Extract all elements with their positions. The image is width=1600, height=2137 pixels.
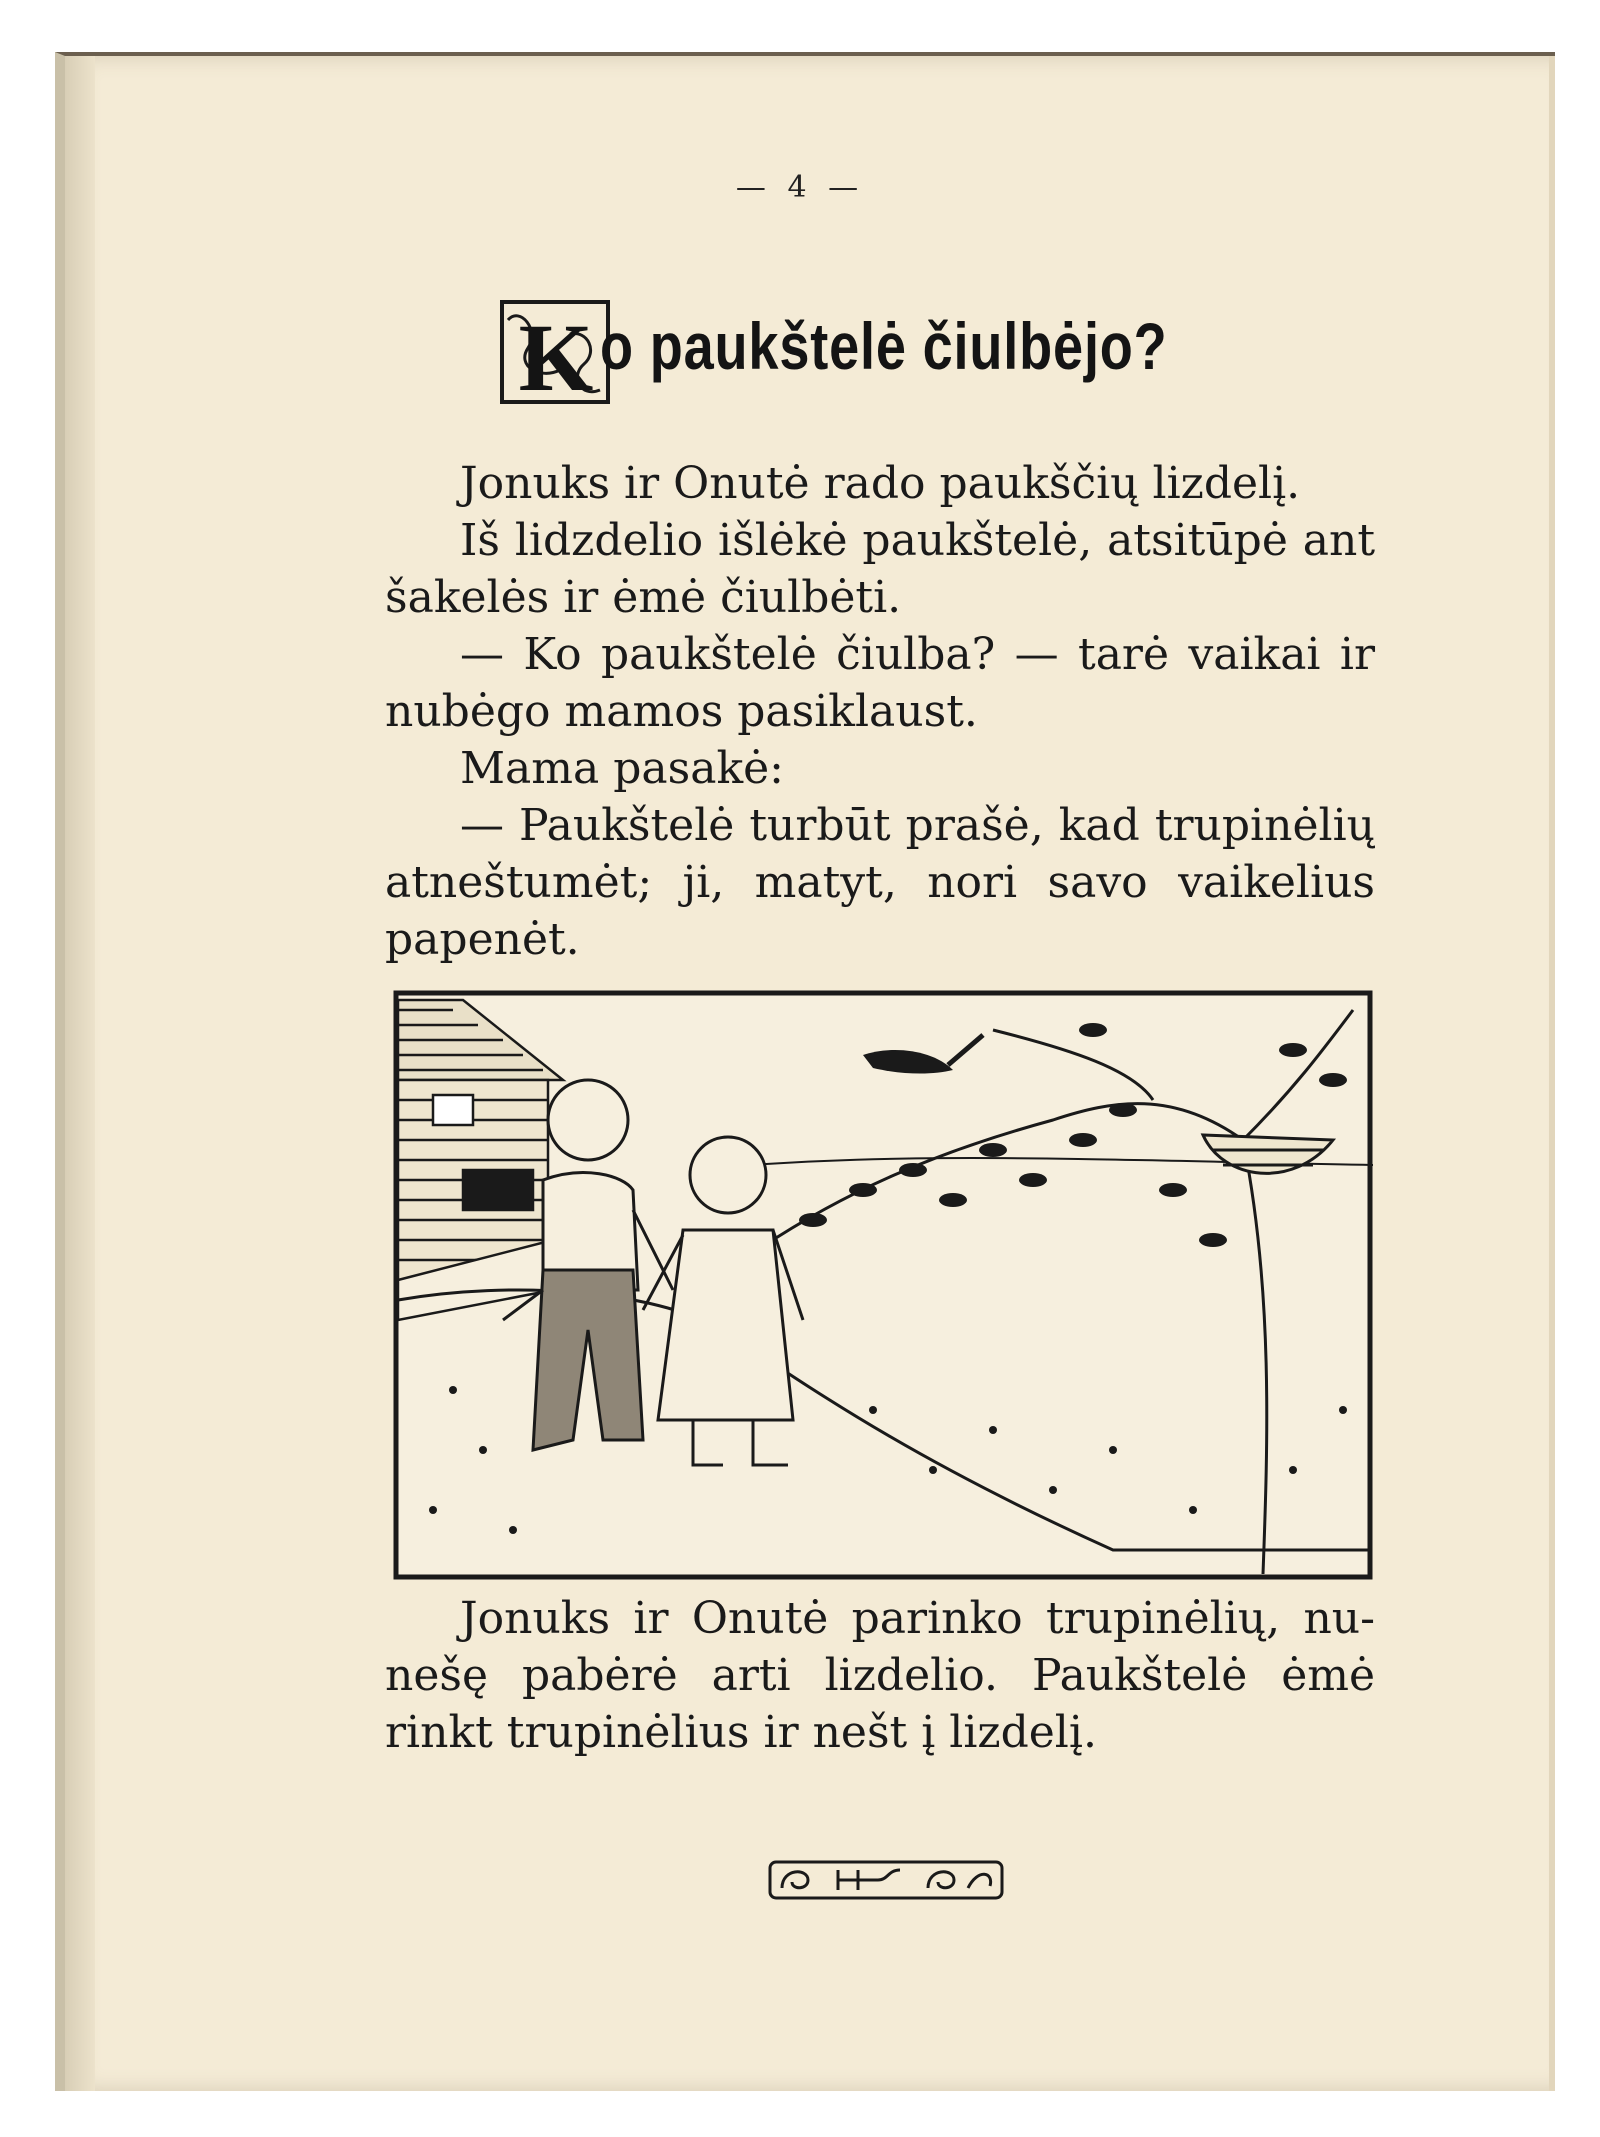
title-text: o paukštelė čiulbėjo? (600, 309, 1168, 383)
paragraph-2-line: nešę pabėrė arti lizdelio. Paukštelė ėmė (385, 1650, 1375, 1701)
closing-ornament (768, 1858, 1004, 1902)
paragraph-1-line: — Ko paukštelė čiulba? — tarė vaikai ir (460, 629, 1375, 680)
paragraph-1-line: Iš lidzdelio išlėkė paukštelė, atsitūpė ant (460, 515, 1375, 566)
illustration-children-bird-nest (393, 990, 1373, 1580)
page-title (500, 300, 1300, 410)
paragraph-1-line: Jonuks ir Onutė rado paukščių lizdelį. (460, 458, 1301, 509)
paragraph-1-line: papenėt. (385, 914, 580, 965)
paragraph-1-line: atneštumėt; ji, matyt, nori savo vaikelius (385, 857, 1375, 908)
paragraph-1-line: — Paukštelė turbūt prašė, kad trupinėlių (460, 800, 1375, 851)
paragraph-1-line: šakelės ir ėmė čiulbėti. (385, 572, 902, 623)
page-number: — 4 — (735, 170, 865, 205)
paragraph-1-line: nubėgo mamos pasiklaust. (385, 686, 978, 737)
paragraph-2-line: rinkt trupinėlius ir nešt į lizdelį. (385, 1707, 1097, 1758)
title-initial: K (518, 304, 594, 404)
paragraph-2-line: Jonuks ir Onutė parinko trupinėlių, nu- (460, 1593, 1375, 1644)
ornamental-initial-k (500, 300, 610, 404)
text-block-1 (385, 455, 1375, 968)
page-spine-edge (65, 56, 95, 2091)
text-block-2 (385, 1590, 1375, 1761)
paragraph-1-line: Mama pasakė: (460, 743, 784, 794)
